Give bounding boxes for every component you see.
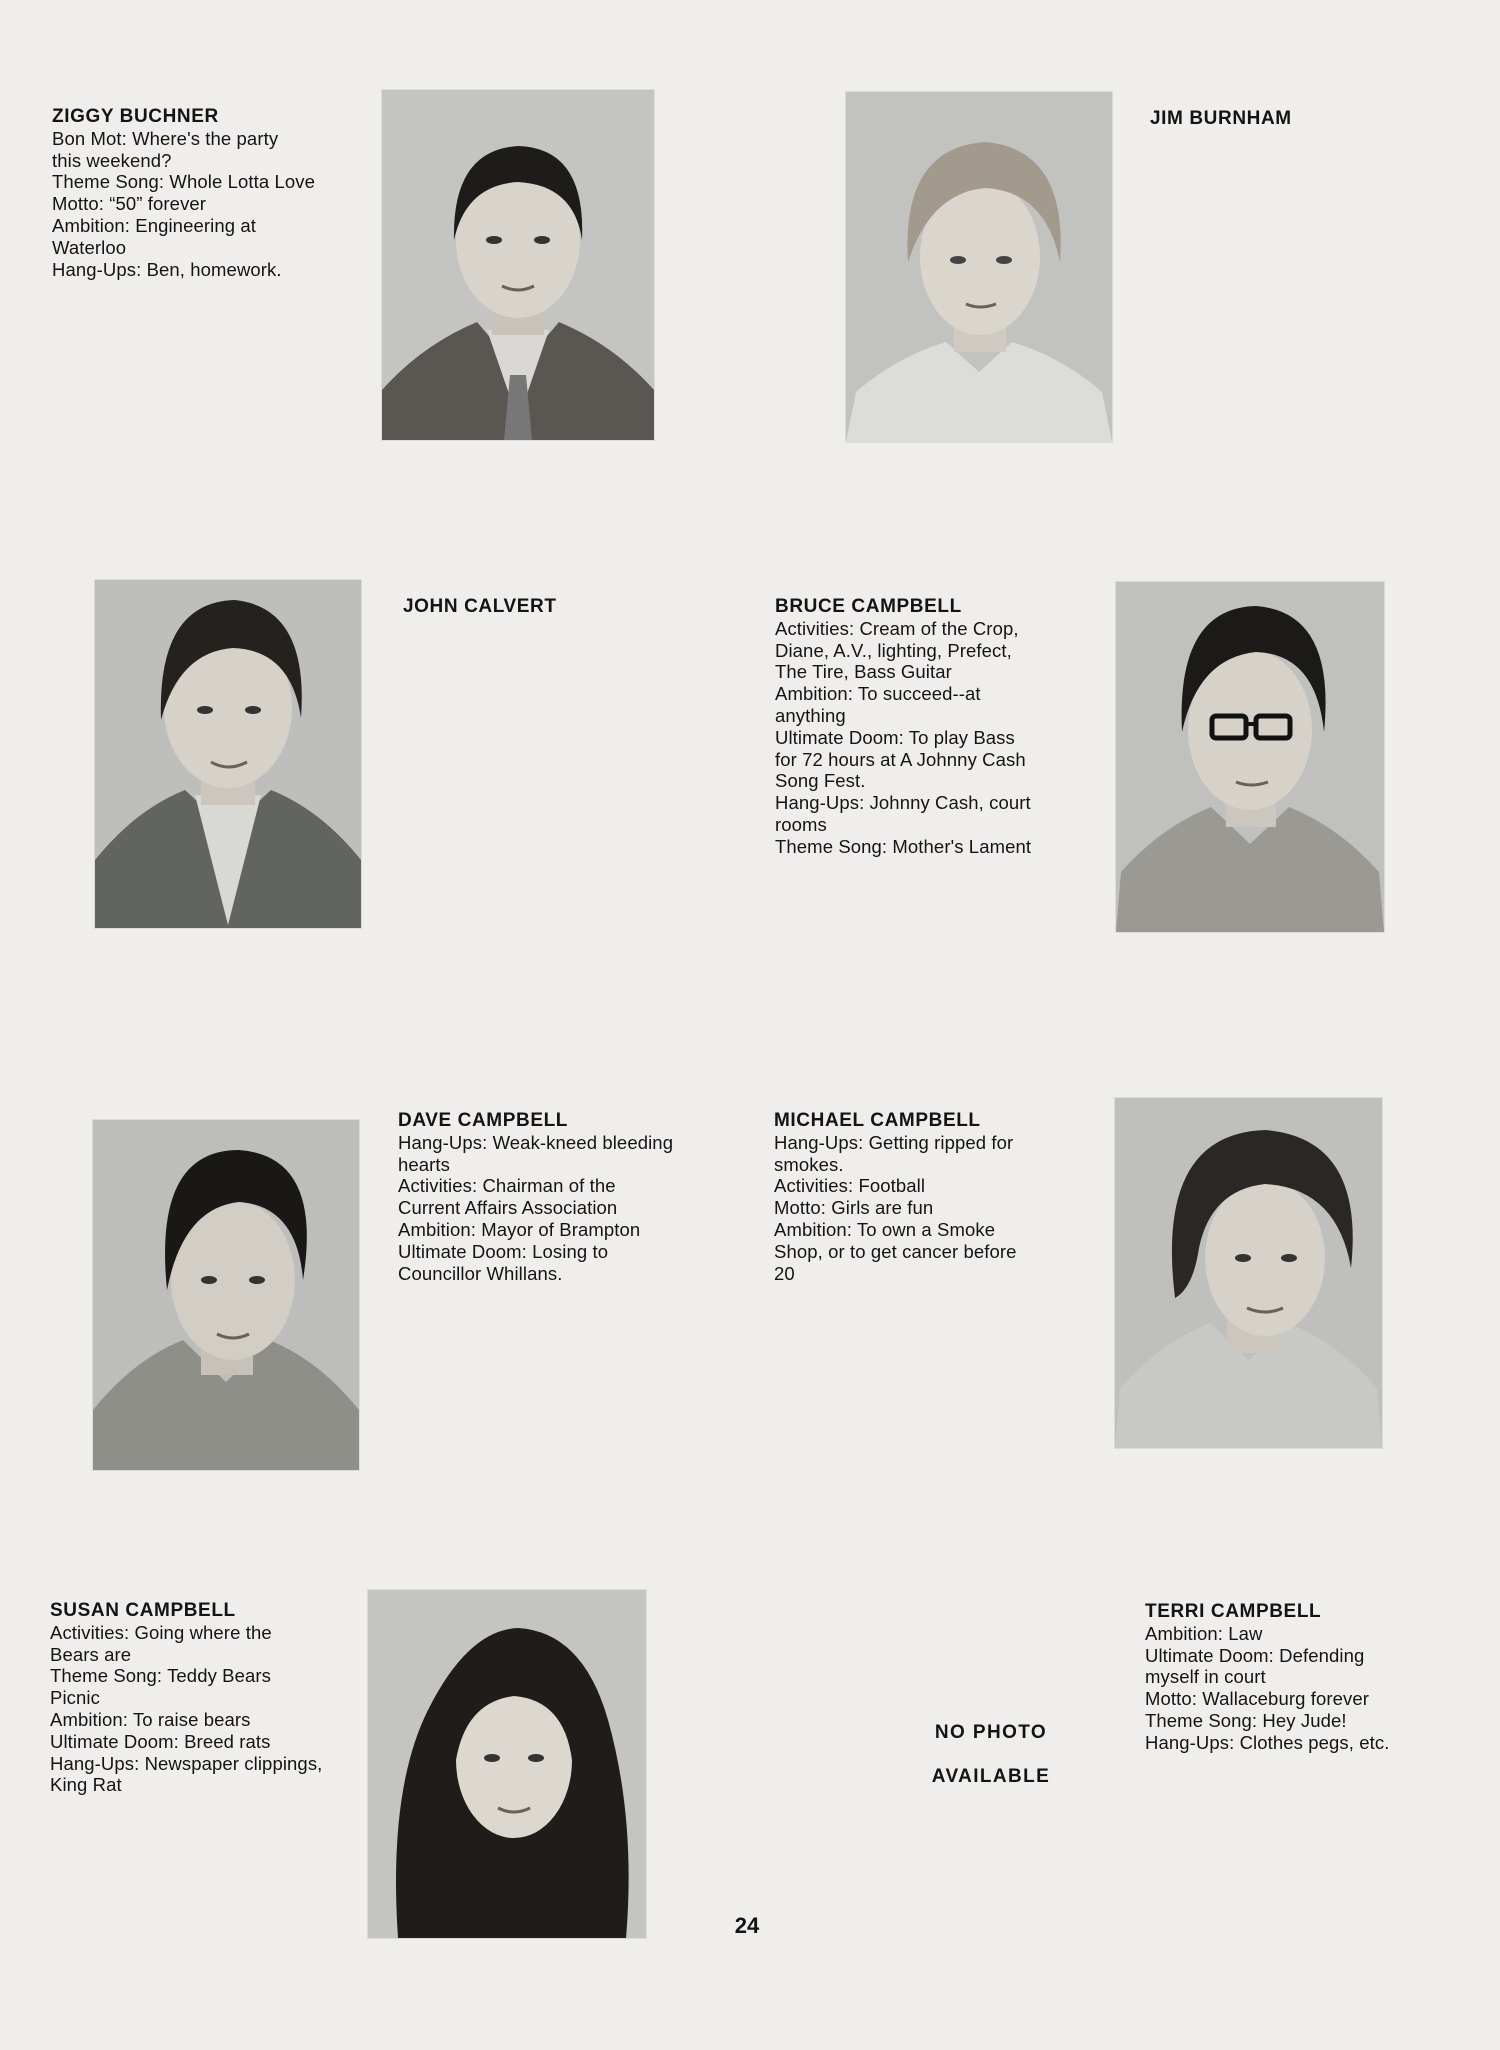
bio-line: Activities: Football [774, 1175, 926, 1197]
bio-line: Theme Song: Whole Lotta Love [52, 171, 315, 193]
portrait-bruce-campbell [1116, 582, 1384, 932]
bio-line: Hang-Ups: Ben, homework. [52, 258, 282, 280]
bio-terri-campbell [1145, 1601, 1389, 1754]
bio-line: hearts [398, 1153, 451, 1175]
portrait-michael-campbell [1115, 1098, 1382, 1448]
bio-line: Motto: “50” forever [52, 193, 207, 215]
bio-line: Hang-Ups: Newspaper clippings, [50, 1752, 323, 1774]
bio-line: Picnic [50, 1687, 100, 1709]
bio-line: smokes. [774, 1153, 844, 1175]
bio-line: Bon Mot: Where's the party [52, 127, 279, 149]
bio-line: Theme Song: Teddy Bears [50, 1665, 272, 1687]
no-photo-line2: AVAILABLE [931, 1766, 1051, 1787]
bio-line: Hang-Ups: Clothes pegs, etc. [1145, 1731, 1390, 1753]
bio-line: Waterloo [52, 236, 127, 258]
bio-susan-campbell [50, 1600, 322, 1796]
bio-line: Activities: Cream of the Crop, [775, 617, 1019, 639]
bio-line: Current Affairs Association [398, 1197, 618, 1219]
student-name: TERRI CAMPBELL [1145, 1601, 1322, 1622]
bio-line: for 72 hours at A Johnny Cash [775, 748, 1026, 770]
bio-line: Ambition: Engineering at [52, 214, 256, 236]
bio-line: 20 [774, 1262, 795, 1284]
bio-line: Bears are [50, 1643, 132, 1665]
student-name: BRUCE CAMPBELL [775, 596, 962, 617]
student-name: DAVE CAMPBELL [398, 1110, 569, 1131]
portrait-dave-campbell [93, 1120, 359, 1470]
student-name: MICHAEL CAMPBELL [774, 1110, 981, 1131]
portrait-ziggy-buchner [382, 90, 654, 440]
bio-dave-campbell [398, 1110, 673, 1284]
bio-line: anything [775, 704, 846, 726]
bio-line: King Rat [50, 1774, 122, 1796]
bio-line: Ambition: To succeed--at [775, 683, 981, 705]
bio-line: Shop, or to get cancer before [774, 1240, 1017, 1262]
bio-line: Ambition: Law [1145, 1622, 1263, 1644]
bio-line: The Tire, Bass Guitar [775, 661, 952, 683]
bio-line: rooms [775, 813, 827, 835]
bio-line: this weekend? [52, 149, 172, 171]
bio-bruce-campbell [775, 596, 1031, 858]
bio-line: Activities: Going where the [50, 1621, 272, 1643]
bio-line: Diane, A.V., lighting, Prefect, [775, 639, 1012, 661]
bio-line: Activities: Chairman of the [398, 1175, 616, 1197]
bio-line: Councillor Whillans. [398, 1262, 563, 1284]
portrait-susan-campbell [368, 1590, 646, 1938]
bio-line: Motto: Girls are fun [774, 1197, 934, 1219]
bio-line: Motto: Wallaceburg forever [1145, 1688, 1370, 1710]
portrait-jim-burnham [846, 92, 1112, 442]
student-name: ZIGGY BUCHNER [52, 106, 219, 127]
page-number: 24 [734, 1913, 760, 1938]
bio-line: Theme Song: Mother's Lament [775, 835, 1032, 857]
bio-line: Hang-Ups: Johnny Cash, court [775, 792, 1031, 814]
bio-line: Theme Song: Hey Jude! [1145, 1709, 1347, 1731]
student-name-john-calvert: JOHN CALVERT [403, 596, 557, 617]
student-name-jim-burnham: JIM BURNHAM [1150, 108, 1292, 129]
bio-line: Hang-Ups: Weak-kneed bleeding [398, 1131, 674, 1153]
bio-line: Ultimate Doom: Defending [1145, 1644, 1365, 1666]
bio-line: Ultimate Doom: To play Bass [775, 726, 1015, 748]
portrait-john-calvert [95, 580, 361, 928]
bio-line: Ambition: To own a Smoke [774, 1218, 996, 1240]
bio-line: Song Fest. [775, 770, 866, 792]
bio-ziggy-buchner [52, 106, 315, 280]
bio-line: Hang-Ups: Getting ripped for [774, 1131, 1014, 1153]
bio-line: Ambition: Mayor of Brampton [398, 1218, 641, 1240]
bio-line: Ultimate Doom: Breed rats [50, 1730, 271, 1752]
bio-line: Ambition: To raise bears [50, 1708, 251, 1730]
bio-michael-campbell [774, 1110, 1017, 1284]
bio-line: Ultimate Doom: Losing to [398, 1240, 609, 1262]
no-photo-line1: NO PHOTO [934, 1722, 1048, 1743]
student-name: SUSAN CAMPBELL [50, 1600, 236, 1621]
bio-line: myself in court [1145, 1666, 1266, 1688]
